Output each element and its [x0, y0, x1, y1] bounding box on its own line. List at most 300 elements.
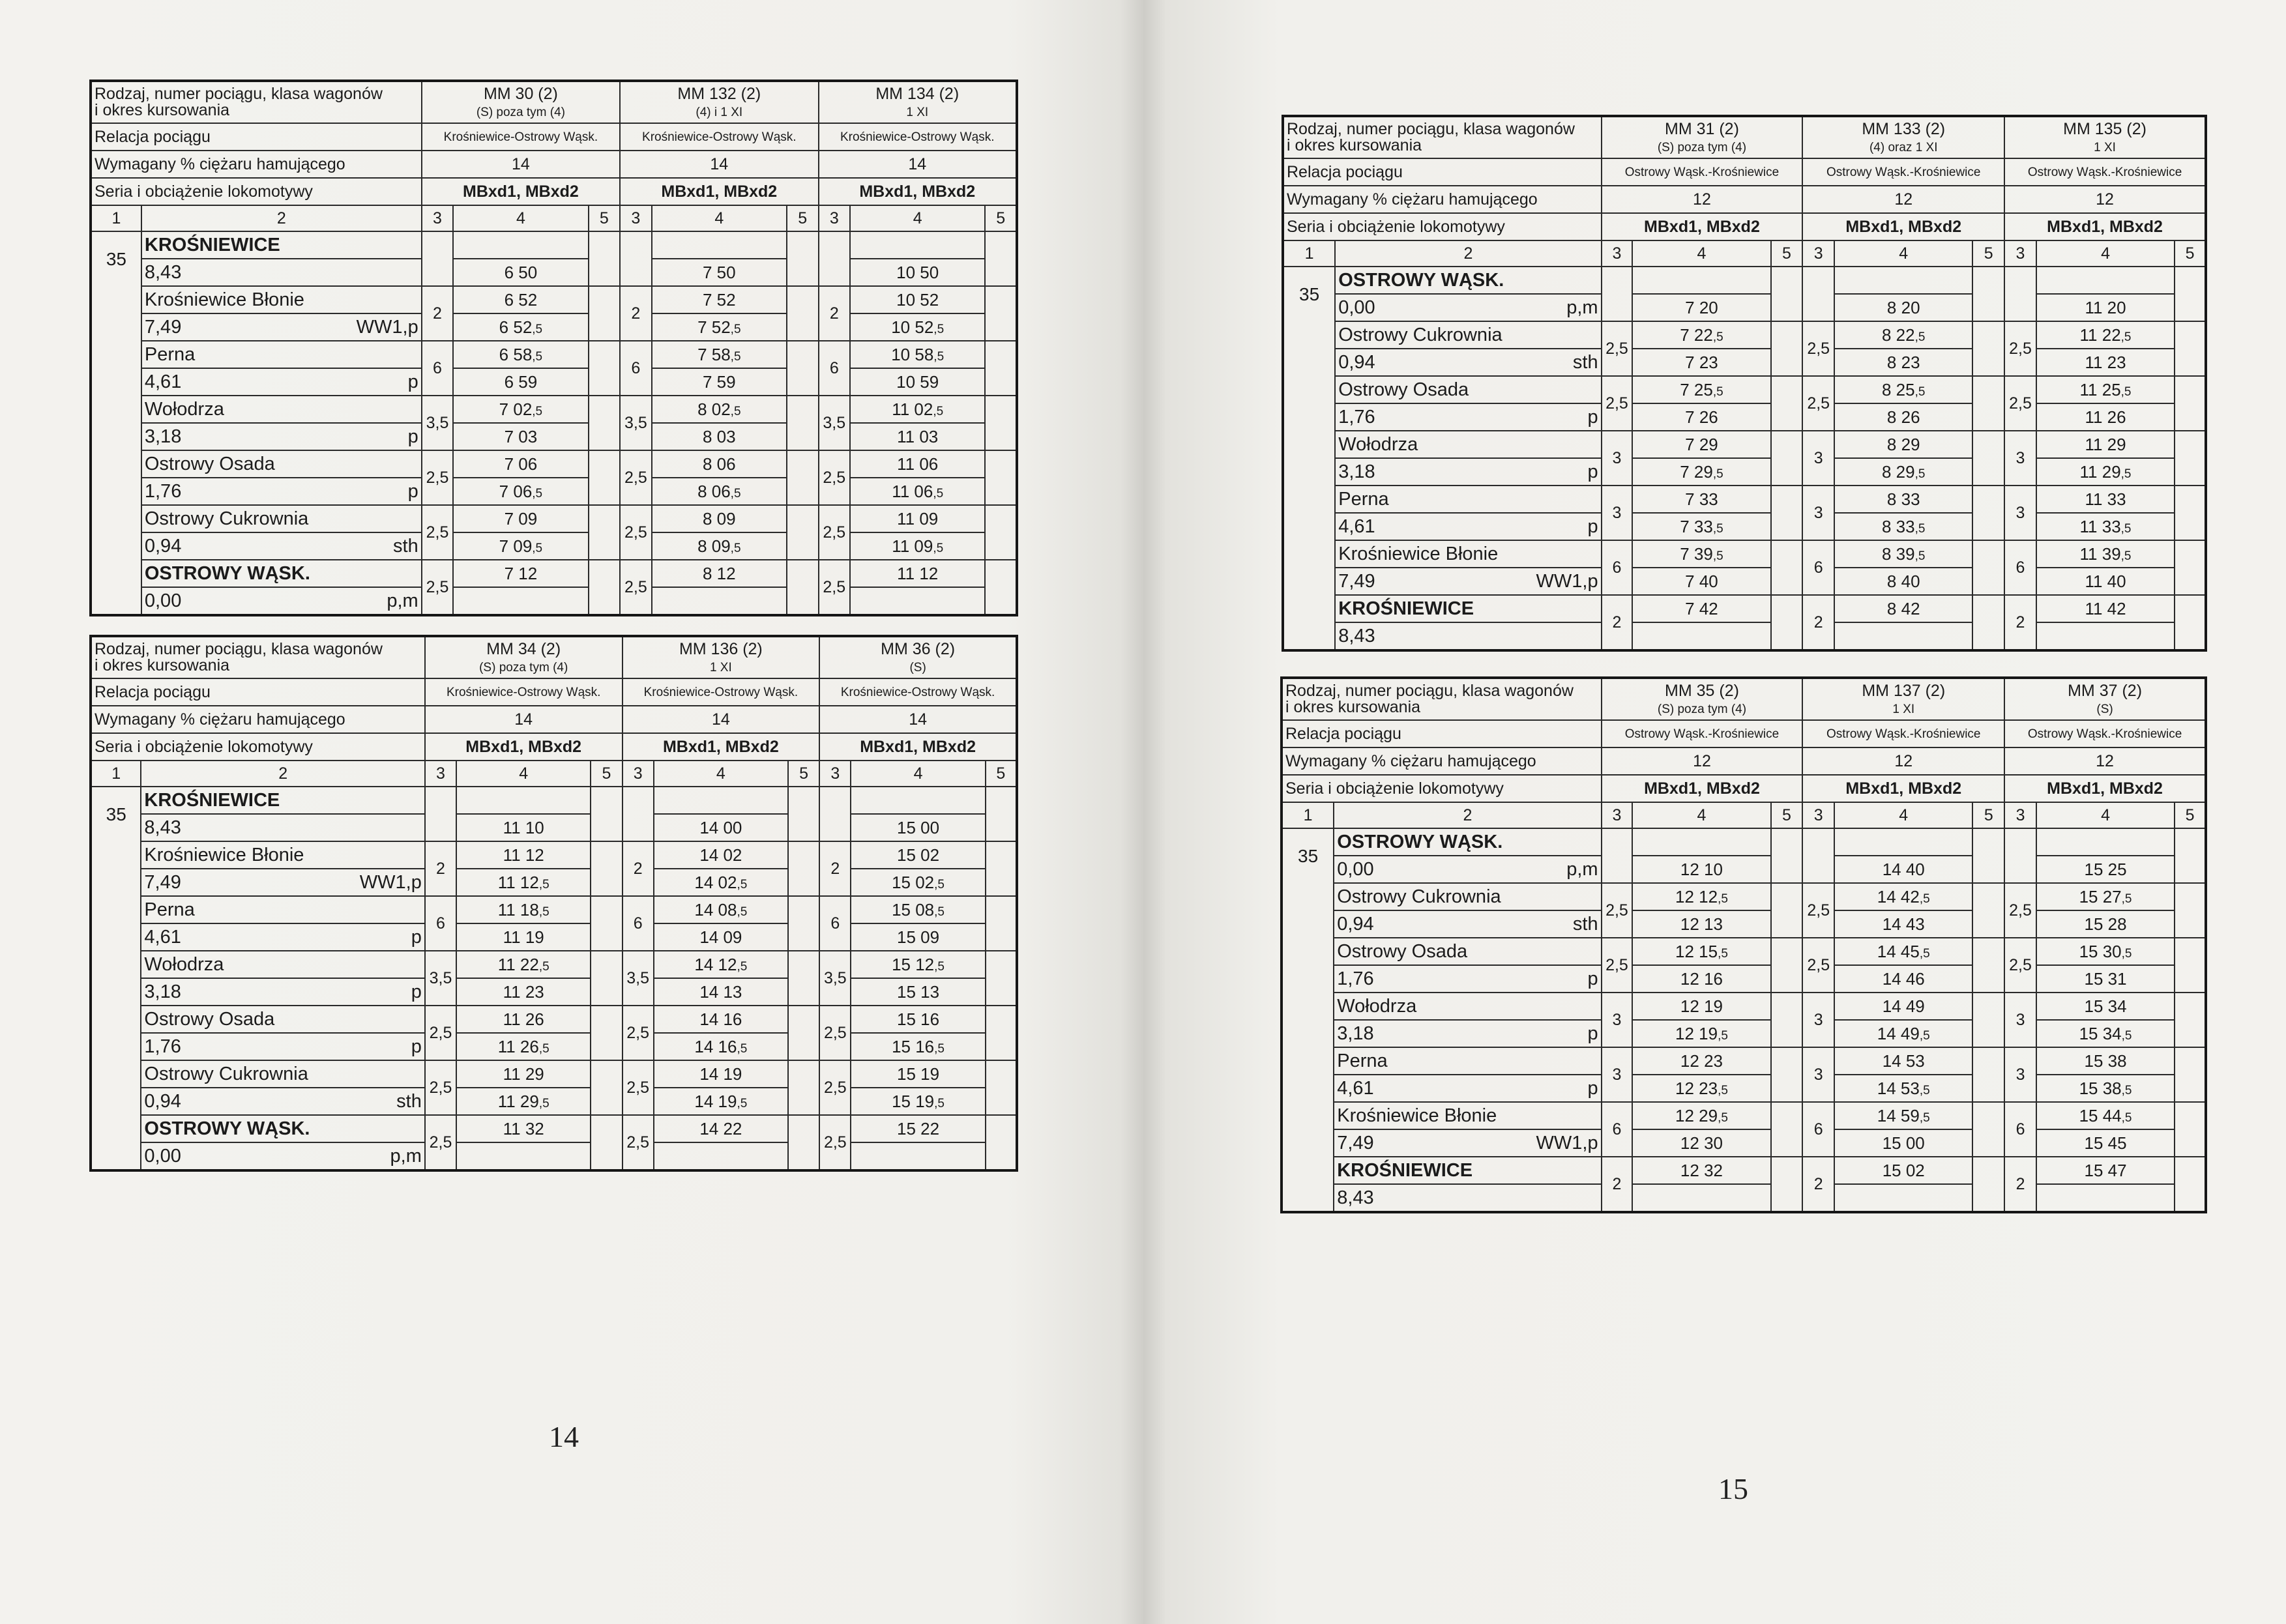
station-code: sth [1572, 913, 1598, 935]
train-number: MM 35 (2) [1665, 682, 1739, 700]
arrival-time: 11 06 [850, 450, 985, 478]
station-name-cell [141, 286, 422, 313]
notes-cell [1771, 1102, 1803, 1157]
notes-cell [1771, 321, 1803, 376]
arrival-time: 7 29 [1632, 431, 1770, 458]
station-name: Krośniewice Błonie [144, 289, 304, 310]
station-km-cell [1334, 1129, 1601, 1157]
arrival-time: 8 33 [1834, 486, 1972, 513]
dwell-time: 6 [1602, 540, 1633, 595]
column-number: 4 [1632, 802, 1770, 828]
notes-cell [1972, 828, 2004, 883]
departure-time: 15 25 [2036, 856, 2175, 883]
arrival-time: 11 39,5 [2036, 540, 2175, 568]
arrival-time: 11 22,5 [456, 951, 591, 978]
station-row-top [1283, 431, 2206, 458]
station-name: Ostrowy Osada [1337, 940, 1468, 962]
station-row-top [1283, 321, 2206, 349]
arrival-time: 11 25,5 [2036, 376, 2175, 403]
notes-cell [787, 286, 819, 341]
locomotive-row-cell: MBxd1, MBxd2 [819, 733, 1017, 761]
train-period: 1 XI [1892, 703, 1915, 716]
station-km-cell [141, 423, 422, 450]
locomotive-row-label: Seria i obciążenie lokomotywy [1283, 213, 1602, 240]
notes-cell [2175, 1102, 2206, 1157]
arrival-time: 11 22,5 [2036, 321, 2175, 349]
station-km-cell [141, 1142, 424, 1170]
train-period: (S) [909, 661, 926, 674]
dwell-time [2004, 267, 2036, 321]
locomotive-row-cell: MBxd1, MBxd2 [623, 733, 820, 761]
station-row-top [1282, 1157, 2206, 1184]
train-period: 1 XI [2094, 141, 2116, 154]
station-name: Krośniewice Błonie [144, 844, 304, 865]
locomotive-row-cell: MBxd1, MBxd2 [422, 178, 620, 205]
column-number: 3 [422, 205, 454, 231]
station-km-cell [141, 478, 422, 505]
station-km-cell [1334, 1020, 1601, 1047]
notes-cell [591, 1115, 622, 1170]
dwell-time: 2,5 [422, 450, 454, 505]
station-name-cell [1335, 376, 1601, 403]
dwell-time: 3 [1802, 993, 1834, 1047]
departure-time: 11 03 [850, 423, 985, 450]
arrival-time [652, 231, 787, 259]
dwell-time: 2 [1602, 1157, 1633, 1212]
notes-cell [1972, 1047, 2004, 1102]
arrival-time [2036, 267, 2175, 294]
dwell-time: 2,5 [620, 450, 652, 505]
arrival-time: 10 58,5 [850, 341, 985, 368]
train-period: (4) oraz 1 XI [1869, 141, 1938, 154]
braking-row-cell: 12 [2004, 186, 2206, 213]
station-row-top [1282, 938, 2206, 965]
notes-cell [986, 1060, 1017, 1115]
locomotive-row-cell: MBxd1, MBxd2 [1602, 775, 1803, 802]
train-number: MM 31 (2) [1665, 120, 1739, 138]
dwell-time: 2 [2004, 595, 2036, 650]
notes-cell [1972, 993, 2004, 1047]
station-code: WW1,p [1536, 570, 1598, 592]
train-number-cell [1802, 678, 2004, 720]
station-row-bottom [1283, 294, 2206, 321]
dwell-time [620, 231, 652, 286]
relation-row-label: Relacja pociągu [91, 123, 422, 151]
dwell-time: 2 [620, 286, 652, 341]
station-km: 8,43 [1338, 625, 1375, 646]
departure-time: 11 10 [456, 814, 591, 841]
station-row-bottom [91, 1033, 1017, 1060]
departure-time: 10 50 [850, 259, 985, 286]
departure-time: 11 29,5 [456, 1088, 591, 1115]
departure-time: 7 23 [1632, 349, 1770, 376]
notes-cell [985, 560, 1017, 615]
station-name: Krośniewice Błonie [1338, 543, 1499, 564]
arrival-time: 11 12 [850, 560, 985, 587]
arrival-time: 11 42 [2036, 595, 2175, 622]
station-name: OSTROWY WĄSK. [144, 562, 310, 584]
station-km: 8,43 [144, 261, 182, 283]
line-km-label: 35 [1282, 828, 1334, 1212]
braking-row [1282, 747, 2206, 775]
dwell-time: 6 [819, 341, 851, 396]
notes-cell [787, 341, 819, 396]
label-line: Rodzaj, numer pociągu, klasa wagonów [1285, 682, 1574, 700]
departure-time: 8 06,5 [652, 478, 787, 505]
braking-row-cell: 14 [819, 151, 1018, 178]
station-km-cell [1335, 568, 1601, 595]
departure-time [1632, 1184, 1770, 1212]
arrival-time: 14 49 [1834, 993, 1972, 1020]
station-row-bottom [1282, 1020, 2206, 1047]
dwell-time: 2,5 [623, 1115, 654, 1170]
relation-row-cell: Ostrowy Wąsk.-Krośniewice [1602, 158, 1803, 186]
departure-time: 15 16,5 [851, 1033, 985, 1060]
locomotive-row [91, 178, 1017, 205]
arrival-time [851, 787, 985, 814]
station-row-bottom [91, 532, 1017, 560]
station-name: Perna [1338, 488, 1389, 510]
train-period: (4) i 1 XI [696, 106, 743, 119]
station-name-cell [1335, 431, 1601, 458]
arrival-time: 11 29 [456, 1060, 591, 1088]
departure-time: 7 52,5 [652, 313, 787, 341]
station-row-bottom [1282, 1075, 2206, 1102]
notes-cell [788, 787, 819, 841]
arrival-time: 11 32 [456, 1115, 591, 1142]
station-row-bottom [91, 259, 1017, 286]
departure-time: 11 06,5 [850, 478, 985, 505]
departure-time: 15 45 [2036, 1129, 2175, 1157]
column-number: 3 [819, 205, 851, 231]
notes-cell [787, 560, 819, 615]
departure-time [850, 587, 985, 615]
departure-time: 12 23,5 [1632, 1075, 1770, 1102]
arrival-time: 11 26 [456, 1006, 591, 1033]
station-code: p [411, 981, 422, 1002]
relation-row-label: Relacja pociągu [91, 678, 425, 706]
departure-time: 14 43 [1834, 910, 1972, 938]
notes-cell [591, 1006, 622, 1060]
station-name: Perna [1337, 1050, 1388, 1071]
notes-cell [1771, 828, 1803, 883]
station-km: 7,49 [144, 871, 181, 893]
dwell-time: 2 [623, 841, 654, 896]
notes-cell [1972, 376, 2004, 431]
station-km-cell [141, 587, 422, 615]
train-number: MM 37 (2) [2068, 682, 2143, 700]
dwell-time: 3,5 [819, 396, 851, 450]
relation-row-cell: Ostrowy Wąsk.-Krośniewice [1802, 720, 2004, 747]
notes-cell [1972, 938, 2004, 993]
station-row-top [1283, 267, 2206, 294]
notes-cell [787, 396, 819, 450]
column-number-row [1282, 802, 2206, 828]
station-name: OSTROWY WĄSK. [1338, 269, 1504, 291]
station-row-bottom [91, 478, 1017, 505]
train-number: MM 132 (2) [677, 85, 761, 103]
station-code: sth [393, 535, 418, 557]
column-number: 3 [620, 205, 652, 231]
station-km-cell [1334, 965, 1601, 993]
dwell-time: 2 [819, 286, 851, 341]
dwell-time: 2,5 [623, 1060, 654, 1115]
arrival-time: 15 02 [851, 841, 985, 869]
train-number: MM 133 (2) [1862, 120, 1946, 138]
line-km-label: 35 [91, 787, 141, 1170]
train-number-cell [1602, 116, 1803, 158]
column-number: 3 [1802, 802, 1834, 828]
departure-time: 7 20 [1632, 294, 1770, 321]
dwell-time: 2,5 [1802, 938, 1834, 993]
station-row-bottom [1283, 458, 2206, 486]
column-number: 5 [591, 761, 622, 787]
station-km-cell [1335, 458, 1601, 486]
station-row-bottom [1283, 513, 2206, 540]
train-number-cell [425, 636, 623, 678]
dwell-time: 2,5 [425, 1006, 456, 1060]
arrival-time: 14 12,5 [654, 951, 788, 978]
station-km-cell [141, 1088, 424, 1115]
station-name-cell [1335, 321, 1601, 349]
station-row-top [91, 896, 1017, 923]
braking-row [1283, 186, 2206, 213]
station-km: 0,00 [144, 1145, 181, 1167]
relation-row-cell: Krośniewice-Ostrowy Wąsk. [425, 678, 623, 706]
notes-cell [591, 951, 622, 1006]
station-row-bottom [91, 1088, 1017, 1115]
station-name: Perna [144, 343, 196, 365]
arrival-time: 11 33 [2036, 486, 2175, 513]
station-row-bottom [91, 869, 1017, 896]
station-name-cell [141, 231, 422, 259]
arrival-time [456, 787, 591, 814]
notes-cell [2175, 595, 2206, 650]
station-name: Ostrowy Osada [144, 1008, 275, 1030]
dwell-time: 2 [1802, 595, 1834, 650]
departure-time: 7 26 [1632, 403, 1770, 431]
arrival-time: 6 58,5 [453, 341, 588, 368]
arrival-time: 8 09 [652, 505, 787, 532]
notes-cell [1771, 431, 1803, 486]
notes-cell [788, 951, 819, 1006]
station-row-top [91, 231, 1017, 259]
station-km: 8,43 [144, 817, 181, 838]
column-number: 5 [788, 761, 819, 787]
column-number: 1 [1283, 240, 1335, 267]
arrival-time: 14 16 [654, 1006, 788, 1033]
arrival-time: 12 19 [1632, 993, 1770, 1020]
column-number: 3 [623, 761, 654, 787]
braking-row-cell: 14 [620, 151, 818, 178]
station-name: KROŚNIEWICE [144, 234, 280, 255]
station-name: Ostrowy Osada [1338, 379, 1469, 400]
station-name-cell [141, 951, 424, 978]
dwell-time [1802, 828, 1834, 883]
train-period: (S) poza tym (4) [1657, 703, 1747, 716]
locomotive-row-cell: MBxd1, MBxd2 [819, 178, 1018, 205]
station-km-cell [141, 532, 422, 560]
station-code: p,m [1566, 858, 1598, 880]
column-number: 5 [985, 205, 1017, 231]
train-period: (S) [2096, 703, 2113, 716]
dwell-time [819, 787, 851, 841]
train-number: MM 36 (2) [881, 640, 956, 658]
arrival-time: 15 38 [2036, 1047, 2175, 1075]
station-row-top [1282, 1047, 2206, 1075]
departure-time: 7 06,5 [453, 478, 588, 505]
dwell-time: 3,5 [620, 396, 652, 450]
train-number-row [1282, 678, 2206, 720]
braking-row [91, 706, 1017, 733]
column-number: 4 [2036, 802, 2175, 828]
timetable-table [89, 80, 1018, 616]
dwell-time: 6 [1802, 1102, 1834, 1157]
column-number: 5 [1972, 802, 2004, 828]
station-name-cell [1335, 540, 1601, 568]
train-number-cell [2004, 678, 2206, 720]
station-name-cell [1335, 267, 1601, 294]
station-km: 0,00 [1338, 297, 1375, 318]
departure-time: 8 09,5 [652, 532, 787, 560]
dwell-time: 2,5 [1602, 376, 1633, 431]
departure-time: 15 00 [851, 814, 985, 841]
station-row-bottom [91, 587, 1017, 615]
station-row-bottom [91, 1142, 1017, 1170]
train-number-cell [422, 81, 620, 123]
arrival-time: 15 08,5 [851, 896, 985, 923]
station-name-cell [1335, 595, 1601, 622]
arrival-time: 7 12 [453, 560, 588, 587]
departure-time [851, 1142, 985, 1170]
departure-time: 14 46 [1834, 965, 1972, 993]
timetable-table [1282, 115, 2207, 652]
braking-row-cell: 12 [1802, 747, 2004, 775]
departure-time: 8 03 [652, 423, 787, 450]
departure-time [456, 1142, 591, 1170]
station-name-cell [141, 450, 422, 478]
column-number-row [91, 761, 1017, 787]
train-number-row [1283, 116, 2206, 158]
train-period: 1 XI [709, 661, 732, 674]
station-km: 7,49 [144, 316, 182, 338]
relation-row-cell: Krośniewice-Ostrowy Wąsk. [422, 123, 620, 151]
departure-time: 15 13 [851, 978, 985, 1006]
notes-cell [788, 841, 819, 896]
notes-cell [2175, 267, 2206, 321]
station-row-top [91, 841, 1017, 869]
departure-time: 14 49,5 [1834, 1020, 1972, 1047]
braking-row-cell: 12 [1602, 186, 1803, 213]
dwell-time [819, 231, 851, 286]
notes-cell [591, 841, 622, 896]
train-number-cell [1602, 678, 1803, 720]
notes-cell [787, 505, 819, 560]
train-info-label [1283, 116, 1602, 158]
station-name: Krośniewice Błonie [1337, 1105, 1497, 1126]
notes-cell [1972, 595, 2004, 650]
station-row-top [91, 951, 1017, 978]
station-km: 1,76 [1338, 406, 1375, 428]
station-km: 8,43 [1337, 1187, 1374, 1208]
column-number: 4 [652, 205, 787, 231]
column-number: 2 [141, 205, 422, 231]
station-name-cell [141, 341, 422, 368]
notes-cell [589, 341, 621, 396]
arrival-time: 15 19 [851, 1060, 985, 1088]
station-code: p,m [390, 1145, 422, 1167]
dwell-time: 2,5 [819, 560, 851, 615]
station-name-cell [141, 787, 424, 814]
dwell-time: 2,5 [422, 560, 454, 615]
dwell-time: 2,5 [819, 450, 851, 505]
arrival-time: 8 39,5 [1834, 540, 1972, 568]
dwell-time [2004, 828, 2036, 883]
station-row-top [91, 1060, 1017, 1088]
departure-time: 14 53,5 [1834, 1075, 1972, 1102]
column-number: 4 [1834, 240, 1972, 267]
column-number: 3 [1802, 240, 1834, 267]
column-number: 2 [1334, 802, 1601, 828]
train-number-cell [1802, 116, 2004, 158]
train-info-label [91, 81, 422, 123]
departure-time: 15 34,5 [2036, 1020, 2175, 1047]
station-km-cell [1334, 1184, 1601, 1212]
dwell-time: 3,5 [819, 951, 851, 1006]
label-line: Rodzaj, numer pociągu, klasa wagonów [95, 640, 383, 658]
dwell-time: 2,5 [1602, 883, 1633, 938]
dwell-time: 2,5 [1602, 938, 1633, 993]
dwell-time: 2,5 [620, 505, 652, 560]
train-number-cell [620, 81, 818, 123]
departure-time: 14 40 [1834, 856, 1972, 883]
station-row-top [1282, 828, 2206, 856]
column-number: 4 [851, 761, 985, 787]
arrival-time: 14 45,5 [1834, 938, 1972, 965]
departure-time: 11 23 [456, 978, 591, 1006]
label-line: i okres kursowania [1285, 698, 1421, 716]
notes-cell [986, 787, 1017, 841]
dwell-time: 3 [2004, 1047, 2036, 1102]
station-row-top [1283, 595, 2206, 622]
braking-row-label: Wymagany % ciężaru hamującego [91, 151, 422, 178]
station-row-bottom [1282, 910, 2206, 938]
station-name: Wołodrza [144, 953, 224, 975]
departure-time: 14 09 [654, 923, 788, 951]
station-code: p [1587, 406, 1598, 428]
dwell-time: 2,5 [819, 1006, 851, 1060]
arrival-time: 11 09 [850, 505, 985, 532]
dwell-time: 3 [1602, 993, 1633, 1047]
station-row-top [1282, 993, 2206, 1020]
dwell-time: 3 [1802, 431, 1834, 486]
station-name: Wołodrza [1338, 433, 1418, 455]
departure-time: 11 33,5 [2036, 513, 2175, 540]
station-row-bottom [1283, 622, 2206, 650]
departure-time: 11 29,5 [2036, 458, 2175, 486]
station-km-cell [141, 923, 424, 951]
departure-time: 12 13 [1632, 910, 1770, 938]
station-row-bottom [91, 423, 1017, 450]
notes-cell [1771, 376, 1803, 431]
notes-cell [1972, 431, 2004, 486]
locomotive-row [1282, 775, 2206, 802]
station-name-cell [141, 1006, 424, 1033]
timetable-table [89, 635, 1018, 1172]
departure-time: 8 20 [1834, 294, 1972, 321]
locomotive-row-cell: MBxd1, MBxd2 [425, 733, 623, 761]
line-km-label: 35 [1283, 267, 1335, 650]
